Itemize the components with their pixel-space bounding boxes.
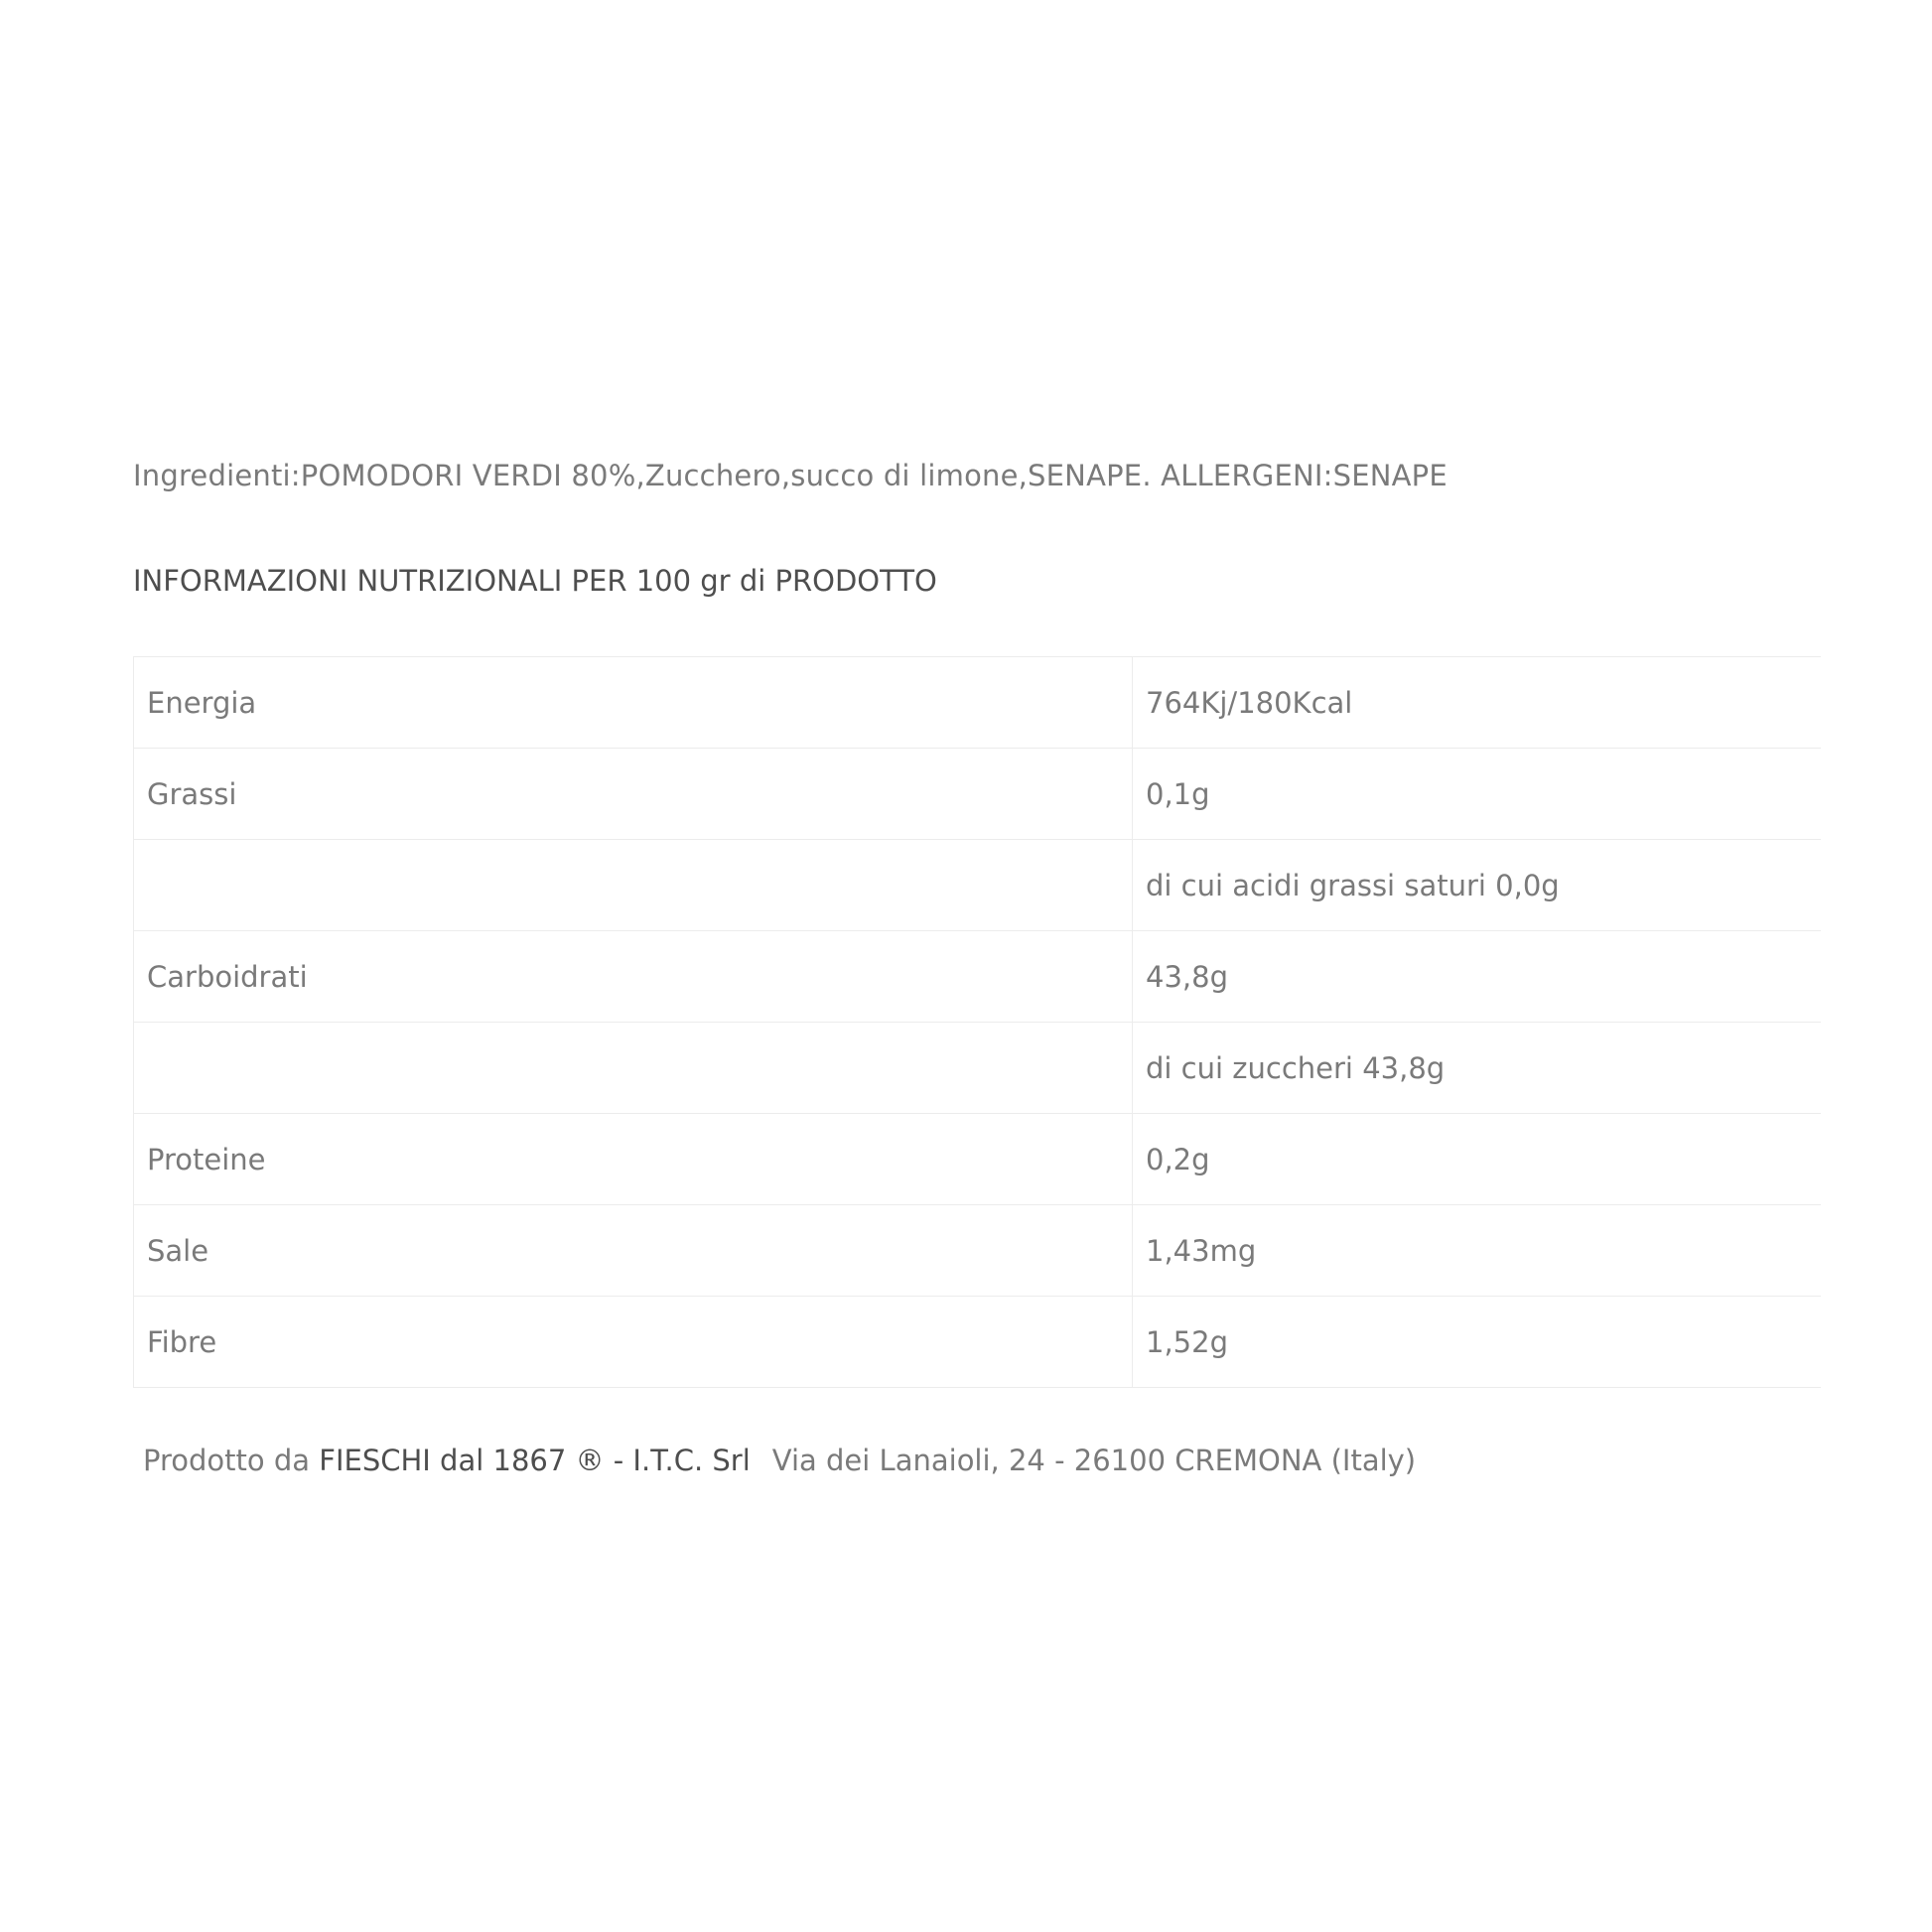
nutrient-value: 0,1g — [1133, 749, 1822, 840]
nutrient-name — [134, 1023, 1133, 1114]
nutrient-value: 1,52g — [1133, 1297, 1822, 1388]
table-row — [134, 931, 1822, 1023]
nutrition-table — [133, 656, 1821, 1388]
table-row — [134, 840, 1822, 931]
nutrient-name: Sale — [134, 1205, 1133, 1297]
producer-prefix: Prodotto da — [143, 1444, 320, 1477]
nutrient-name — [134, 840, 1133, 931]
table-row — [134, 1297, 1822, 1388]
nutrient-name: Carboidrati — [134, 931, 1133, 1023]
nutrient-name: Proteine — [134, 1114, 1133, 1205]
nutrient-value: di cui zuccheri 43,8g — [1133, 1023, 1822, 1114]
table-row — [134, 657, 1822, 749]
ingredients-text: Ingredienti:POMODORI VERDI 80%,Zucchero,succo di limone,SENAPE. ALLERGENI:SENAPE — [133, 459, 1448, 492]
producer-address: Via dei Lanaioli, 24 - 26100 CREMONA (Italy) — [771, 1444, 1417, 1477]
nutrient-value: 1,43mg — [1133, 1205, 1822, 1297]
table-row — [134, 1114, 1822, 1205]
producer-footer — [143, 1444, 1416, 1477]
nutrient-name: Grassi — [134, 749, 1133, 840]
table-row — [134, 1023, 1822, 1114]
nutrient-name: Fibre — [134, 1297, 1133, 1388]
nutrient-value: 764Kj/180Kcal — [1133, 657, 1822, 749]
table-row — [134, 1205, 1822, 1297]
nutrient-value: di cui acidi grassi saturi 0,0g — [1133, 840, 1822, 931]
table-row — [134, 749, 1822, 840]
nutrition-heading: INFORMAZIONI NUTRIZIONALI PER 100 gr di PRODOTTO — [133, 564, 937, 598]
nutrient-value: 0,2g — [1133, 1114, 1822, 1205]
nutrient-name: Energia — [134, 657, 1133, 749]
nutrient-value: 43,8g — [1133, 931, 1822, 1023]
producer-brand: FIESCHI dal 1867 ® - I.T.C. Srl — [319, 1444, 751, 1477]
